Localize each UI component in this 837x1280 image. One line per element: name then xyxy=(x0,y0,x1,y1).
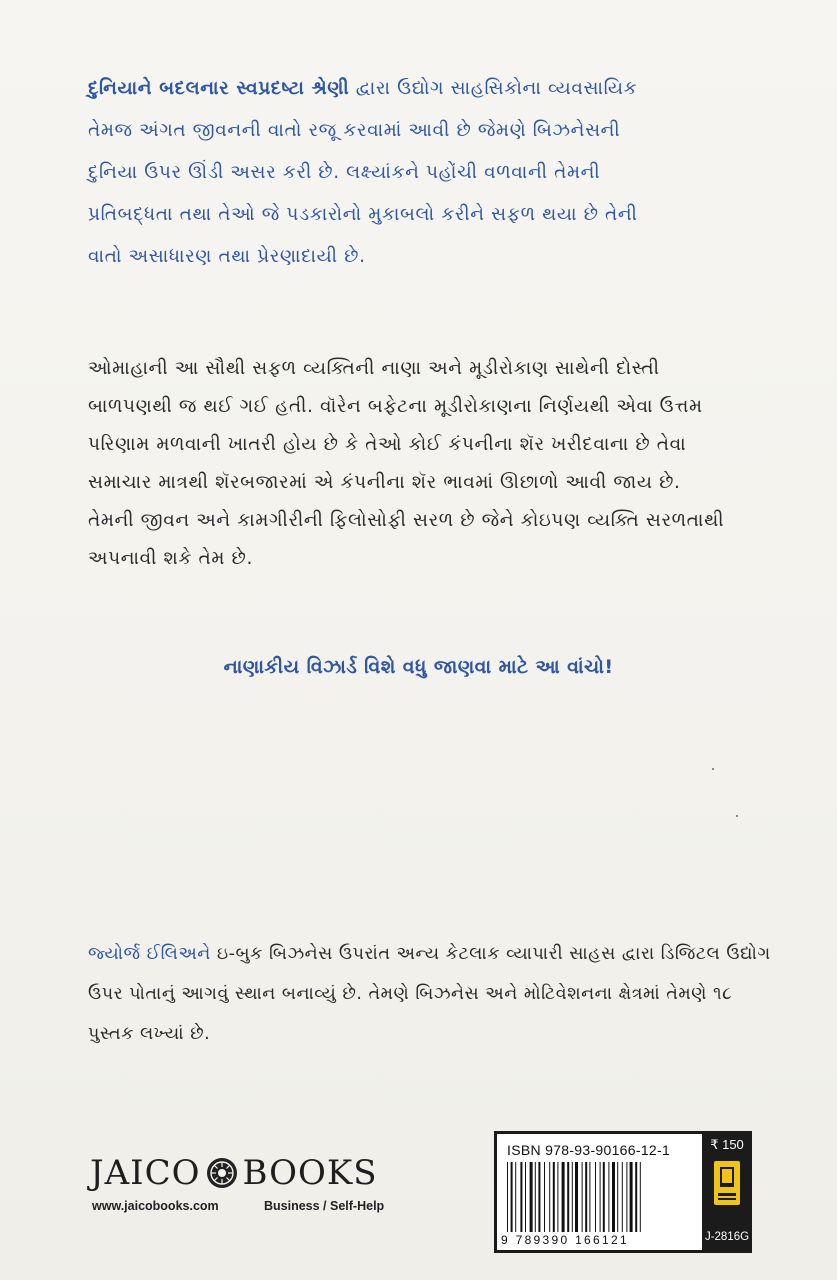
barcode-digits: 9 789390 166121 xyxy=(501,1233,629,1247)
book-category: Business / Self-Help xyxy=(264,1199,385,1213)
intro-line-4: પ્રતિબદ્ધતા તથા તેઓ જે પડકારોનો મુકાબલો કરીને સફળ થયા છે તેની xyxy=(88,204,638,225)
product-code: J-2816G xyxy=(704,1231,750,1243)
publisher-logo xyxy=(90,1150,378,1196)
paper-speck xyxy=(736,815,738,817)
publisher-emblem-icon xyxy=(207,1158,237,1188)
body-line: ઓમાહાની આ સૌથી સફળ વ્યક્તિની નાણા અને મૂડીરોકાણ સાથેની દોસ્તી xyxy=(88,358,660,379)
paper-speck xyxy=(712,768,714,770)
intro-line-3: દુનિયા ઉપર ઊંડી અસર કરી છે. લક્ષ્યાંકને પહોંચી વળવાની તેમની xyxy=(88,162,601,183)
intro-line-5: વાતો અસાધારણ તથા પ્રેરણાદાયી છે. xyxy=(88,246,366,267)
intro-line-1 xyxy=(88,68,778,110)
author-line-1-rest: ઇ-બુક બિઝનેસ ઉપરાંત અન્ય કેટલાક વ્યાપારી સાહસ દ્વારા ડિજિટલ ઉદ્યોગ xyxy=(210,944,771,964)
body-line: અપનાવી શકે તેમ છે. xyxy=(88,548,253,569)
body-line: સમાચાર માત્રથી શૅરબજારમાં એ કંપનીના શૅર ભાવમાં ઊછાળો આવી જાય છે. xyxy=(88,472,681,493)
intro-paragraph xyxy=(88,68,778,278)
tagline: નાણાકીય વિઝાર્ડ વિશે વધુ જાણવા માટે આ વાંચો! xyxy=(223,656,614,678)
barcode-image xyxy=(507,1162,697,1232)
publisher-name-left: JAICO xyxy=(90,1153,201,1193)
body-paragraph xyxy=(88,350,778,578)
price-panel xyxy=(702,1131,752,1253)
publisher-website: www.jaicobooks.com xyxy=(92,1199,219,1213)
series-name: દુનિયાને બદલનાર સ્વપ્રદષ્ટા શ્રેણી xyxy=(88,78,350,99)
body-line: બાળપણથી જ થઈ ગઈ હતી. વૉરેન બફેટના મૂડીરોકાણના નિર્ણયથી એવા ઉત્તમ xyxy=(88,396,703,417)
price-label: ₹ 150 xyxy=(710,1137,744,1152)
intro-line-2: તેમજ અંગત જીવનની વાતો રજૂ કરવામાં આવી છે જેમણે બિઝનેસની xyxy=(88,120,621,141)
author-paragraph xyxy=(88,934,778,1054)
publisher-name-right: BOOKS xyxy=(242,1153,378,1193)
author-line-1 xyxy=(88,934,778,974)
intro-line-1-rest: દ્વારા ઉદ્યોગ સાહસિકોના વ્યવસાયિક xyxy=(349,78,638,99)
author-line-3: પુસ્તક લખ્યાં છે. xyxy=(88,1024,211,1044)
author-name: જ્યોર્જ ઈલિઅને xyxy=(88,944,211,964)
isbn-label: ISBN 978-93-90166-12-1 xyxy=(507,1142,671,1158)
body-line: પરિણામ મળવાની ખાતરી હોય છે કે તેઓ કોઈ કંપનીના શૅર ખરીદવાના છે તેવા xyxy=(88,434,687,455)
author-line-2: ઉપર પોતાનું આગવું સ્થાન બનાવ્યું છે. તેમણે બિઝનેસ અને મોટિવેશનના ક્ષેત્રમાં તેમણે ૧૮ xyxy=(88,984,733,1004)
body-line: તેમની જીવન અને કામગીરીની ફિલોસોફી સરળ છે જેને કોઇપણ વ્યક્તિ સરળતાથી xyxy=(88,510,725,531)
ebook-available-icon xyxy=(714,1161,740,1205)
